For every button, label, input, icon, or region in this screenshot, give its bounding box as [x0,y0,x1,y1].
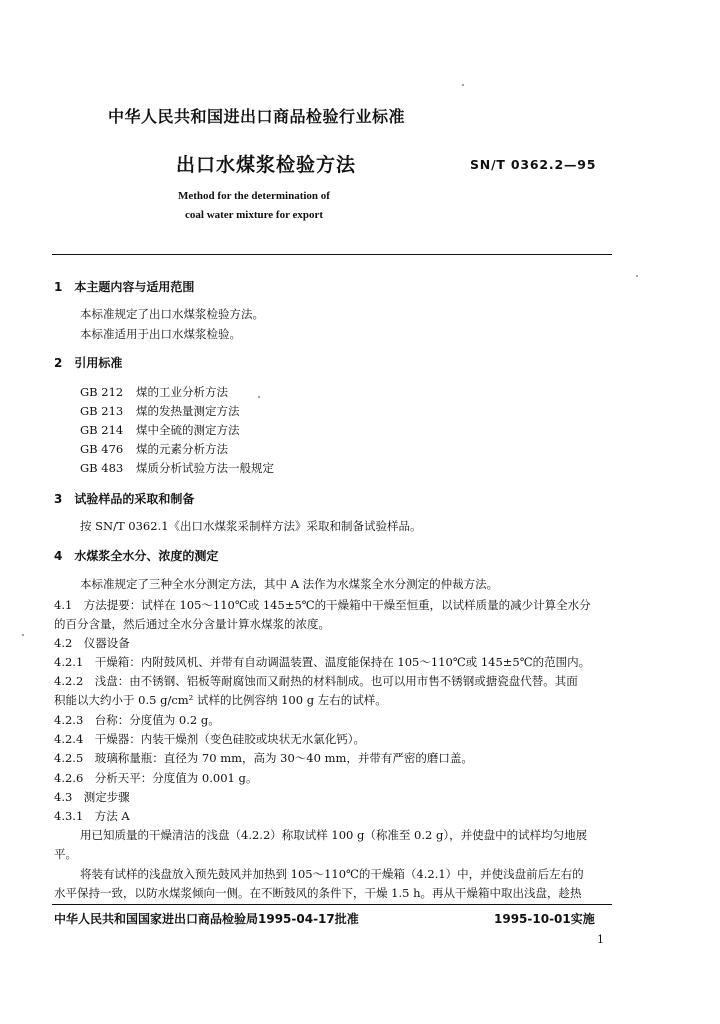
method-a-paragraph-1-line-1: 用已知质量的干燥清洁的浅盘（4.2.2）称取试样 100 g（称准至 0.2 g），并使盘中的试样均匀地展 [80,828,588,842]
clause-4-1-line-2: 的百分含量，然后通过全水分含量计算水煤浆的浓度。 [54,617,330,631]
clause-4-3-1: 4.3.1 方法 A [54,809,130,823]
reference-code: GB 212 [80,385,124,399]
issuing-organization: 中华人民共和国进出口商品检验行业标准 [108,107,406,126]
section-1-heading: 1 本主题内容与适用范围 [54,280,195,294]
reference-item [80,403,240,419]
section-3-heading: 3 试验样品的采取和制备 [54,492,195,506]
footer-divider [52,904,612,905]
reference-title: 煤的工业分析方法 [136,385,228,399]
reference-item [80,460,274,476]
clause-4-2-2-line-2: 积能以大约小于 0.5 g/cm² 试样的比例容纳 100 g 左右的试样。 [54,693,387,707]
clause-4-2-4: 4.2.4 干燥器：内装干燥剂（变色硅胶或块状无水氯化钙）。 [54,732,366,746]
reference-code: GB 476 [80,442,124,456]
scan-speck [22,634,24,636]
clause-4-2: 4.2 仪器设备 [54,636,130,650]
scan-speck [258,396,260,398]
scan-speck [636,275,638,277]
reference-item [80,384,228,400]
reference-title: 煤中全硫的测定方法 [136,423,240,437]
section-4-heading: 4 水煤浆全水分、浓度的测定 [54,549,219,563]
reference-code: GB 483 [80,461,124,475]
section-2-heading: 2 引用标准 [54,356,123,370]
clause-4-2-1: 4.2.1 干燥箱：内附鼓风机、并带有自动调温装置、温度能保持在 105～110℃或 145±5℃的范围内。 [54,655,591,669]
approval-line: 中华人民共和国国家进出口商品检验局1995-04-17批准 [54,912,359,926]
method-a-paragraph-2-line-2: 水平保持一致，以防水煤浆倾向一侧。在不断鼓风的条件下，干燥 1.5 h。再从干燥箱中取出浅盘，趁热 [54,886,582,900]
english-title-line-2: coal water mixture for export [185,209,324,221]
reference-item [80,422,240,438]
clause-4-2-5: 4.2.5 玻璃称量瓶：直径为 70 mm，高为 30～40 mm，并带有严密的磨口盖。 [54,751,473,765]
reference-item [80,441,228,457]
clause-4-2-3: 4.2.3 台称：分度值为 0.2 g。 [54,713,220,727]
reference-title: 煤质分析试验方法一般规定 [136,461,274,475]
standard-number: SN/T 0362.2—95 [470,157,597,172]
effective-date: 1995-10-01实施 [494,912,595,926]
english-title-line-1: Method for the determination of [178,190,330,202]
page-number: 1 [597,933,604,946]
reference-title: 煤的元素分析方法 [136,442,228,456]
reference-code: GB 214 [80,423,124,437]
clause-4-1-line-1: 4.1 方法提要：试样在 105～110℃或 145±5℃的干燥箱中干燥至恒重，以试样质量的减少计算全水分 [54,598,591,612]
section-1-paragraph-1: 本标准规定了出口水煤浆检验方法。 [80,307,264,321]
clause-4-3: 4.3 测定步骤 [54,790,130,804]
reference-code: GB 213 [80,404,124,418]
clause-4-2-2-line-1: 4.2.2 浅盘：由不锈钢、铝板等耐腐蚀而又耐热的材料制成。也可以用市售不锈钢或搪瓷盘代替。其面 [54,674,578,688]
method-a-paragraph-1-line-2: 平。 [54,847,77,861]
scan-speck [462,84,464,86]
section-3-paragraph: 按 SN/T 0362.1《出口水煤浆采制样方法》采取和制备试验样品。 [80,519,422,533]
section-4-intro: 本标准规定了三种全水分测定方法，其中 A 法作为水煤浆全水分测定的仲裁方法。 [80,577,499,591]
section-1-paragraph-2: 本标准适用于出口水煤浆检验。 [80,327,241,341]
header-divider [52,254,612,255]
document-title: 出口水煤浆检验方法 [176,154,357,176]
method-a-paragraph-2-line-1: 将装有试样的浅盘放入预先鼓风并加热到 105～110℃的干燥箱（4.2.1）中，并使浅盘前后左右的 [80,867,584,881]
reference-title: 煤的发热量测定方法 [136,404,240,418]
clause-4-2-6: 4.2.6 分析天平：分度值为 0.001 g。 [54,771,258,785]
